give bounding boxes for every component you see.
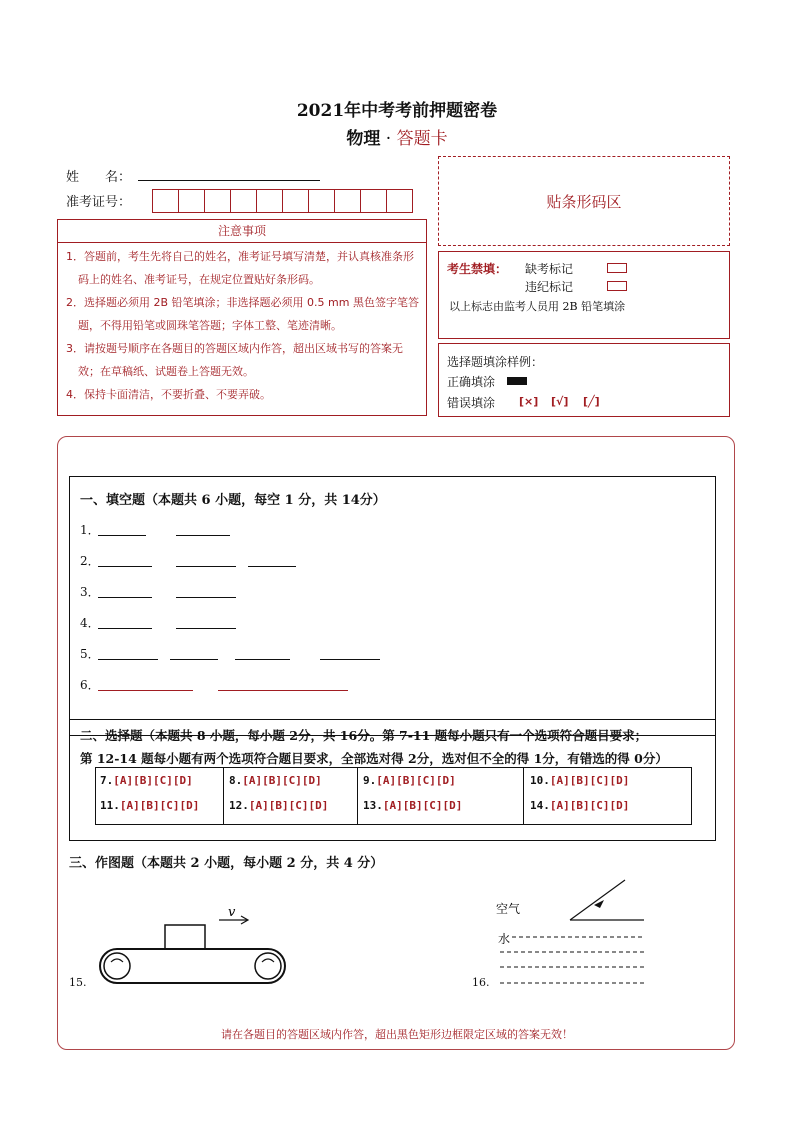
conveyor-belt-figure[interactable] — [95, 900, 295, 990]
choice-number: 8. — [229, 774, 243, 787]
question-number: 6． — [80, 678, 100, 692]
choice-item[interactable] — [363, 799, 462, 812]
water-label: 水 — [498, 932, 511, 946]
choice-number: 12. — [229, 799, 249, 812]
choice-options[interactable]: [A][B][C][D] — [248, 799, 329, 812]
drawing-title: 三、作图题（本题共 2 小题，每小题 2 分，共 4 分） — [69, 856, 384, 871]
choice-item[interactable] — [100, 774, 193, 787]
answer-blank[interactable] — [98, 628, 152, 629]
incident-ray — [570, 880, 625, 920]
footer-warning: 请在各题目的答题区域内作答，超出黑色矩形边框限定区域的答案无效！ — [221, 1028, 573, 1041]
wrong-fill-sample: [×] — [519, 395, 539, 408]
grid-divider — [357, 768, 358, 824]
choice-item[interactable] — [229, 799, 328, 812]
answer-blank[interactable] — [176, 535, 230, 536]
conveyor-belt — [100, 949, 285, 983]
fill-in-section — [69, 476, 716, 736]
answer-blank[interactable] — [98, 535, 146, 536]
choice-options[interactable]: [A][B][C][D] — [242, 774, 322, 787]
choice-number: 11. — [100, 799, 120, 812]
id-digit-box[interactable] — [231, 190, 257, 212]
correct-fill-sample — [507, 377, 527, 385]
notice-item: 1．答题前，考生先将自己的姓名，准考证号填写清楚，并认真核准条形码上的姓名、准考证号，在规定位置贴好条形码。 — [66, 250, 414, 286]
answer-blank[interactable] — [218, 690, 348, 691]
choice-options[interactable]: [A][B][C][D] — [113, 774, 193, 787]
notice-item: 2．选择题必须用 2B 铅笔填涂；非选择题必须用 0.5 mm 黑色签字笔答题，不得用铅笔或圆珠笔答题；字体工整、笔迹清晰。 — [66, 296, 419, 332]
left-roller — [104, 953, 130, 979]
notice-item: 4．保持卡面清洁，不要折叠、不要弄破。 — [66, 388, 271, 401]
fill-in-title: 一、填空题（本题共 6 小题，每空 1 分，共 14分） — [80, 493, 386, 508]
choice-options[interactable]: [A][B][C][D] — [549, 774, 630, 787]
absent-mark-label: 缺考标记 — [525, 262, 574, 276]
answer-blank[interactable] — [98, 566, 152, 567]
id-number-boxes[interactable] — [152, 189, 413, 213]
fill-sample-area — [438, 343, 730, 417]
left-roller-arrow — [111, 959, 123, 962]
answer-blank[interactable] — [176, 566, 236, 567]
id-digit-box[interactable] — [335, 190, 361, 212]
answer-blank[interactable] — [235, 659, 290, 660]
right-roller — [255, 953, 281, 979]
choice-number: 14. — [530, 799, 550, 812]
id-digit-box[interactable] — [387, 190, 412, 212]
choice-number: 7. — [100, 774, 114, 787]
choice-number: 13. — [363, 799, 383, 812]
proctor-only-label: 考生禁填： — [447, 262, 508, 276]
grid-divider — [223, 768, 224, 824]
answer-blank[interactable] — [320, 659, 380, 660]
answer-blank[interactable] — [176, 597, 236, 598]
name-field[interactable] — [138, 180, 320, 181]
answer-blank[interactable] — [176, 628, 236, 629]
answer-blank[interactable] — [248, 566, 296, 567]
notice-item: 3．请按题号顺序在各题目的答题区域内作答，超出区域书写的答案无效；在草稿纸、试题卷上答题无效。 — [66, 342, 403, 378]
question-number: 2． — [80, 554, 100, 568]
subject-name: 物理 — [346, 129, 381, 149]
choice-item[interactable] — [363, 774, 456, 787]
id-label: 准考证号： — [66, 195, 132, 210]
choice-number: 10. — [530, 774, 550, 787]
subtitle-separator: · — [385, 129, 392, 149]
absent-mark-box[interactable] — [607, 263, 627, 273]
page-subtitle — [0, 124, 794, 149]
answer-blank[interactable] — [170, 659, 218, 660]
answer-blank[interactable] — [98, 597, 152, 598]
wrong-fill-sample: [√] — [551, 395, 569, 408]
choice-title-line2: 第 12-14 题每小题有两个选项符合题目要求，全部选对得 2分，选对但不全的得 1分，有错选的得 0分） — [80, 751, 668, 766]
refraction-figure[interactable] — [490, 875, 660, 990]
answer-blank[interactable] — [98, 690, 193, 691]
violation-mark-box[interactable] — [607, 281, 627, 291]
block-on-belt — [165, 925, 205, 949]
choice-answer-grid — [95, 767, 692, 825]
choice-item[interactable] — [530, 799, 629, 812]
choice-item[interactable] — [229, 774, 322, 787]
proctor-note: 以上标志由监考人员用 2B 铅笔填涂 — [449, 300, 626, 313]
id-digit-box[interactable] — [153, 190, 179, 212]
subtitle-answer-sheet: 答题卡 — [396, 129, 448, 149]
notice-heading: 注意事项 — [57, 219, 427, 243]
question-number: 1． — [80, 523, 100, 537]
id-digit-box[interactable] — [179, 190, 205, 212]
grid-divider — [523, 768, 524, 824]
wrong-fill-label: 错误填涂 — [447, 396, 496, 410]
barcode-area-label: 贴条形码区 — [546, 192, 622, 211]
barcode-area — [438, 156, 730, 246]
correct-fill-label: 正确填涂 — [447, 375, 496, 389]
id-digit-box[interactable] — [205, 190, 231, 212]
proctor-only-area — [438, 251, 730, 339]
question-number: 5． — [80, 647, 100, 661]
id-digit-box[interactable] — [309, 190, 335, 212]
choice-item[interactable] — [100, 799, 199, 812]
choice-item[interactable] — [530, 774, 629, 787]
air-label: 空气 — [496, 902, 521, 916]
violation-mark-label: 违纪标记 — [525, 280, 574, 294]
id-digit-box[interactable] — [283, 190, 309, 212]
question-15-number: 15. — [69, 976, 87, 989]
question-16-number: 16. — [472, 976, 490, 989]
choice-options[interactable]: [A][B][C][D] — [382, 799, 463, 812]
answer-blank[interactable] — [98, 659, 158, 660]
right-roller-arrow — [262, 959, 274, 962]
choice-number: 9. — [363, 774, 377, 787]
question-number: 4． — [80, 616, 100, 630]
choice-options[interactable]: [A][B][C][D] — [549, 799, 630, 812]
wrong-fill-sample: [╱] — [583, 395, 600, 408]
name-label: 姓 名： — [66, 170, 132, 185]
question-number: 3． — [80, 585, 100, 599]
choice-options[interactable]: [A][B][C][D] — [376, 774, 456, 787]
id-digit-box[interactable] — [361, 190, 387, 212]
velocity-label: v — [228, 905, 236, 920]
choice-title-line1: 二、选择题（本题共 8 小题，每小题 2分，共 16分。第 7-11 题每小题只有一个选项符合题目要求； — [80, 728, 648, 743]
id-digit-box[interactable] — [257, 190, 283, 212]
choice-options[interactable]: [A][B][C][D] — [119, 799, 200, 812]
page-title: 2021年中考考前押题密卷 — [296, 101, 498, 121]
notice-body — [57, 243, 427, 416]
fill-sample-title: 选择题填涂样例： — [447, 355, 544, 369]
